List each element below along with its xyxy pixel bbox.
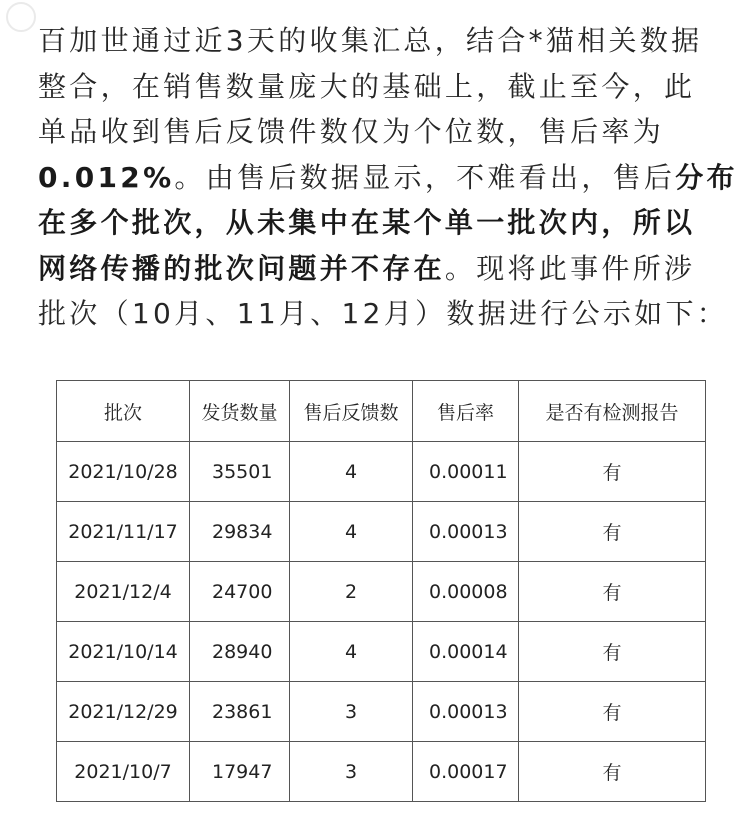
cell-shipped-quantity: 29834 bbox=[190, 502, 290, 562]
paragraph-line-5 bbox=[38, 200, 738, 246]
header-shipped-quantity: 发货数量 bbox=[190, 381, 290, 442]
paragraph-line-2: 整合，在销售数量庞大的基础上，截止至今，此 bbox=[38, 69, 696, 103]
cell-feedback-count: 4 bbox=[290, 442, 413, 502]
cell-feedback-count: 2 bbox=[290, 562, 413, 622]
cell-shipped-quantity: 23861 bbox=[190, 682, 290, 742]
batch-data-table bbox=[56, 380, 706, 802]
cell-batch: 2021/10/28 bbox=[57, 442, 190, 502]
cell-test-report: 有 bbox=[519, 622, 706, 682]
after-sales-rate-value: 0.012% bbox=[38, 160, 175, 194]
cell-test-report: 有 bbox=[519, 442, 706, 502]
paragraph-line-7: 批次（10月、11月、12月）数据进行公示如下： bbox=[38, 297, 729, 330]
paragraph-line-4 bbox=[38, 155, 738, 201]
cell-rate: 0.00008 bbox=[413, 562, 519, 622]
cell-feedback-count: 3 bbox=[290, 682, 413, 742]
cell-feedback-count: 4 bbox=[290, 622, 413, 682]
paragraph-line-3: 单品收到售后反馈件数仅为个位数，售后率为 bbox=[38, 115, 665, 148]
cell-test-report: 有 bbox=[519, 562, 706, 622]
paragraph-line-5-bold: 在多个批次，从未集中在某个单一批次内，所以 bbox=[38, 206, 696, 239]
cell-rate: 0.00014 bbox=[413, 622, 519, 682]
table-row bbox=[57, 682, 706, 742]
table-row bbox=[57, 742, 706, 802]
cell-feedback-count: 4 bbox=[290, 502, 413, 562]
cell-batch: 2021/12/4 bbox=[57, 562, 190, 622]
cell-shipped-quantity: 17947 bbox=[190, 742, 290, 802]
cell-rate: 0.00013 bbox=[413, 682, 519, 742]
paragraph-line-6-text: 。现将此事件所涉 bbox=[444, 251, 696, 285]
cell-rate: 0.00013 bbox=[413, 502, 519, 562]
paragraph-line-6-bold: 网络传播的批次问题并不存在 bbox=[38, 251, 445, 285]
cell-rate: 0.00017 bbox=[413, 742, 519, 802]
cell-batch: 2021/10/7 bbox=[57, 742, 190, 802]
table-row bbox=[57, 442, 706, 502]
paragraph-line-4-text: 。由售后数据显示，不难看出，售后 bbox=[174, 160, 676, 194]
header-test-report: 是否有检测报告 bbox=[519, 381, 706, 442]
cell-shipped-quantity: 24700 bbox=[190, 562, 290, 622]
paragraph-line-6 bbox=[38, 246, 738, 292]
paragraph-line-4-bold-tail: 分布 bbox=[675, 160, 738, 194]
cell-rate: 0.00011 bbox=[413, 442, 519, 502]
cell-shipped-quantity: 28940 bbox=[190, 622, 290, 682]
cell-test-report: 有 bbox=[519, 742, 706, 802]
header-after-sales-rate: 售后率 bbox=[413, 381, 519, 442]
table-header-row bbox=[57, 381, 706, 442]
watermark-circle-icon bbox=[6, 2, 36, 32]
table-row bbox=[57, 622, 706, 682]
cell-feedback-count: 3 bbox=[290, 742, 413, 802]
cell-test-report: 有 bbox=[519, 502, 706, 562]
cell-test-report: 有 bbox=[519, 682, 706, 742]
announcement-paragraph bbox=[38, 18, 738, 337]
cell-batch: 2021/12/29 bbox=[57, 682, 190, 742]
header-batch: 批次 bbox=[57, 381, 190, 442]
watermark-logo bbox=[6, 2, 36, 32]
paragraph-line-1: 百加世通过近3天的收集汇总，结合*猫相关数据 bbox=[38, 24, 703, 57]
header-after-sales-feedback: 售后反馈数 bbox=[290, 381, 413, 442]
cell-batch: 2021/11/17 bbox=[57, 502, 190, 562]
table-row bbox=[57, 502, 706, 562]
table-row bbox=[57, 562, 706, 622]
cell-shipped-quantity: 35501 bbox=[190, 442, 290, 502]
cell-batch: 2021/10/14 bbox=[57, 622, 190, 682]
